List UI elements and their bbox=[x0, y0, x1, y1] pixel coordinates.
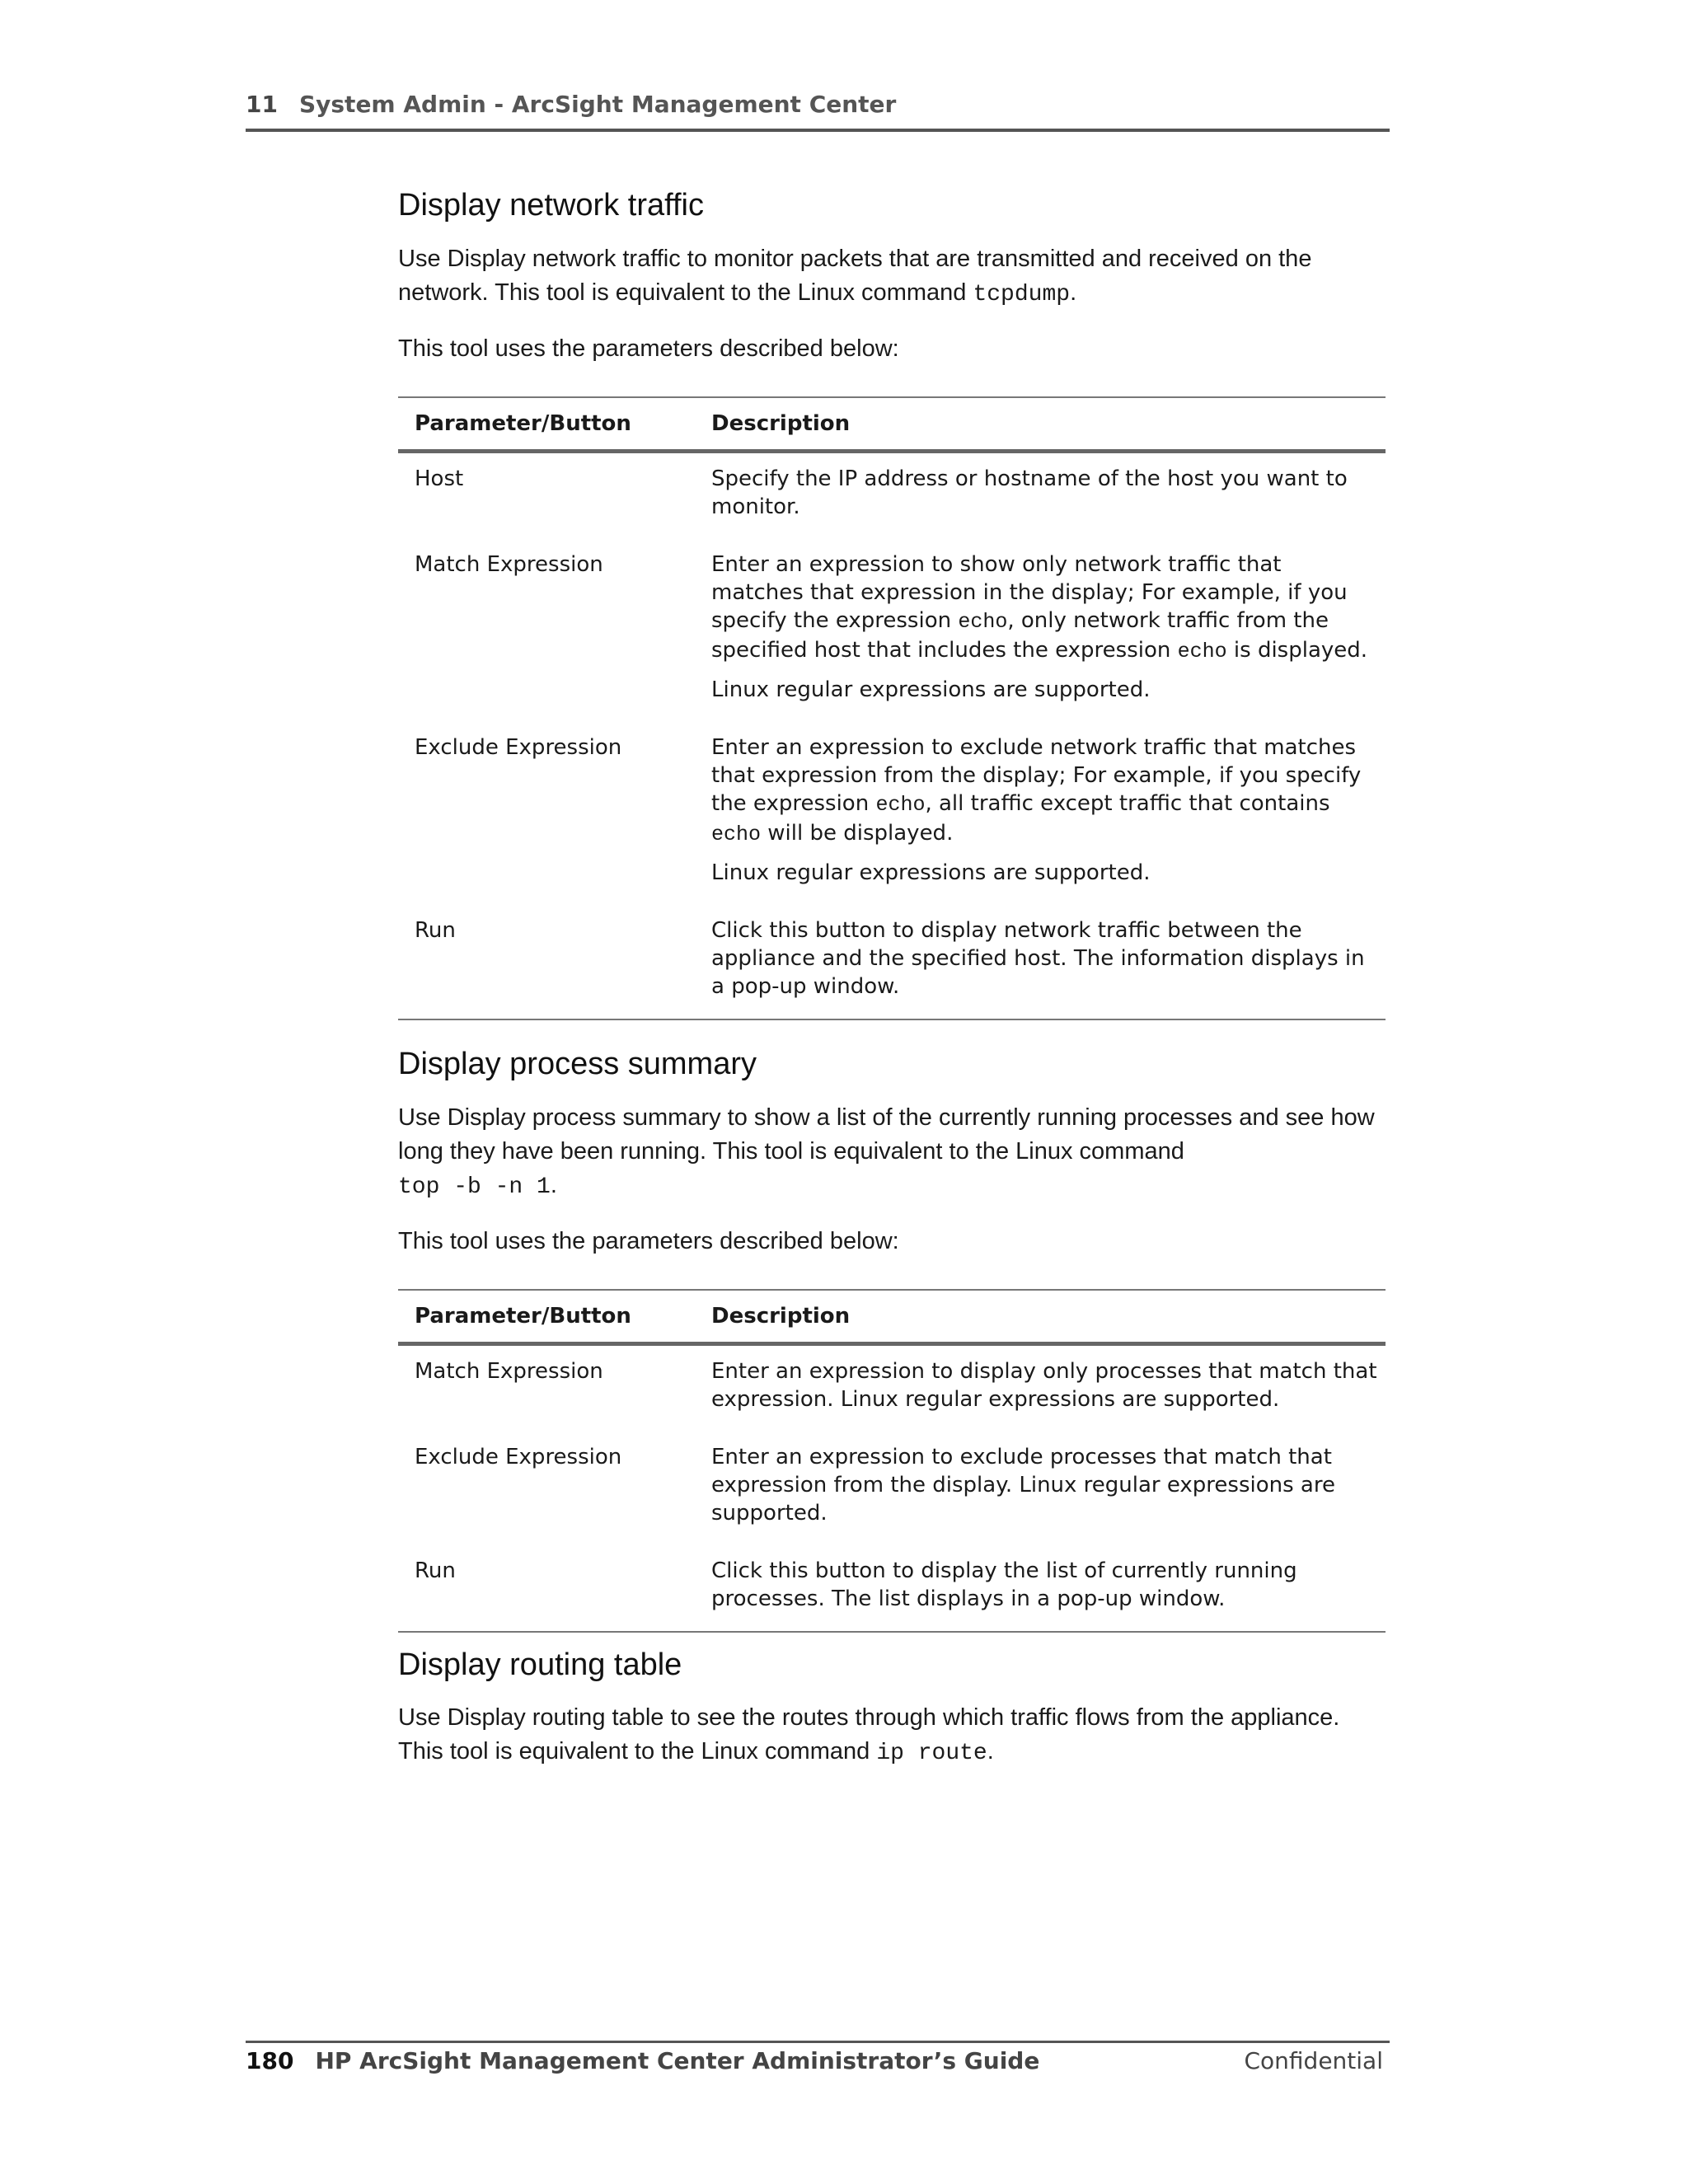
param-cell: Host bbox=[415, 466, 464, 491]
desc-text: Enter an expression to show only network traffic that matches that expression in the display; For example, if you specify the expression bbox=[711, 552, 1348, 633]
header-rule bbox=[246, 129, 1390, 132]
section-title-routing-table: Display routing table bbox=[398, 1647, 682, 1682]
desc-cell: Enter an expression to exclude processes that match that expression from the display. Linux regular expressions are supported. bbox=[711, 1445, 1335, 1526]
section-intro-network-traffic bbox=[398, 242, 1386, 312]
param-cell: Match Expression bbox=[415, 1359, 603, 1384]
desc-cell: Click this button to display the list of currently running processes. The list displays in a pop-up window. bbox=[695, 1545, 1386, 1632]
intro-end: . bbox=[987, 1738, 994, 1765]
params-table-process-summary bbox=[398, 1289, 1386, 1633]
params-intro-network-traffic: This tool uses the parameters described below: bbox=[398, 335, 899, 362]
intro-command: top -b -n 1 bbox=[398, 1174, 551, 1200]
footer-rule bbox=[246, 2041, 1390, 2043]
desc-text: Enter an expression to exclude network traffic that matches that expression from the display; For example, if you specify the expression bbox=[711, 735, 1362, 816]
running-header bbox=[246, 91, 1390, 118]
desc-text: will be displayed. bbox=[761, 821, 954, 846]
desc-code: echo bbox=[1177, 640, 1227, 663]
intro-command: ip route bbox=[876, 1741, 987, 1766]
desc-note: Linux regular expressions are supported. bbox=[711, 860, 1151, 885]
desc-cell: Click this button to display network traffic between the appliance and the specified host. The information displays in a pop-up window. bbox=[695, 905, 1386, 1019]
desc-cell: Enter an expression to display only processes that match that expression. Linux regular expressions are supported. bbox=[711, 1359, 1377, 1412]
intro-text: Use Display network traffic to monitor packets that are transmitted and received on the network. This tool is equivalent to the Linux command bbox=[398, 246, 1312, 306]
column-header-description: Description bbox=[695, 1290, 1386, 1344]
desc-code: echo bbox=[875, 793, 926, 817]
column-header-parameter: Parameter/Button bbox=[398, 1290, 695, 1344]
desc-paragraph bbox=[711, 733, 1377, 849]
param-cell: Run bbox=[398, 905, 695, 1019]
desc-cell bbox=[695, 722, 1386, 905]
intro-text: Use Display routing table to see the routes through which traffic flows from the appliance. This tool is equivalent to the Linux command bbox=[398, 1704, 1340, 1765]
param-cell: Run bbox=[398, 1545, 695, 1632]
section-intro-process-summary bbox=[398, 1101, 1386, 1204]
desc-cell bbox=[695, 539, 1386, 722]
section-title-network-traffic: Display network traffic bbox=[398, 188, 704, 223]
desc-text: , all traffic except traffic that contains bbox=[925, 791, 1330, 816]
param-cell: Exclude Expression bbox=[415, 735, 622, 760]
param-cell: Exclude Expression bbox=[415, 1445, 622, 1469]
column-header-description: Description bbox=[695, 397, 1386, 452]
intro-end: . bbox=[1070, 279, 1077, 306]
desc-note: Linux regular expressions are supported. bbox=[711, 677, 1151, 702]
table-row bbox=[398, 1545, 1386, 1632]
table-row bbox=[398, 452, 1386, 540]
guide-title: HP ArcSight Management Center Administrator’s Guide bbox=[315, 2047, 1040, 2074]
table-header-row bbox=[398, 1290, 1386, 1344]
table-row bbox=[398, 539, 1386, 722]
table-header-row bbox=[398, 397, 1386, 452]
params-intro-process-summary: This tool uses the parameters described below: bbox=[398, 1228, 899, 1254]
desc-code: echo bbox=[711, 823, 762, 846]
intro-command: tcpdump bbox=[973, 282, 1071, 307]
desc-text: is displayed. bbox=[1226, 638, 1368, 663]
confidential-label: Confidential bbox=[1244, 2047, 1383, 2074]
column-header-parameter: Parameter/Button bbox=[398, 397, 695, 452]
param-cell: Match Expression bbox=[415, 552, 603, 577]
chapter-title: System Admin - ArcSight Management Center bbox=[298, 91, 897, 118]
chapter-number: 11 bbox=[246, 91, 278, 118]
params-table-network-traffic bbox=[398, 396, 1386, 1020]
table-row bbox=[398, 1344, 1386, 1432]
table-row bbox=[398, 722, 1386, 905]
section-intro-routing-table bbox=[398, 1701, 1386, 1770]
intro-text: Use Display process summary to show a list of the currently running processes and see how long they have been running. This tool is equivalent to the Linux command bbox=[398, 1104, 1375, 1165]
section-title-process-summary: Display process summary bbox=[398, 1047, 757, 1081]
table-row bbox=[398, 905, 1386, 1019]
page-number: 180 bbox=[246, 2047, 294, 2074]
desc-code: echo bbox=[958, 610, 1008, 634]
table-row bbox=[398, 1432, 1386, 1545]
desc-cell: Specify the IP address or hostname of the host you want to monitor. bbox=[711, 466, 1348, 519]
desc-text: , only network traffic from the specified host that includes the expression bbox=[711, 608, 1329, 663]
desc-paragraph bbox=[711, 551, 1377, 666]
running-footer bbox=[246, 2047, 1383, 2074]
intro-end: . bbox=[550, 1172, 557, 1198]
